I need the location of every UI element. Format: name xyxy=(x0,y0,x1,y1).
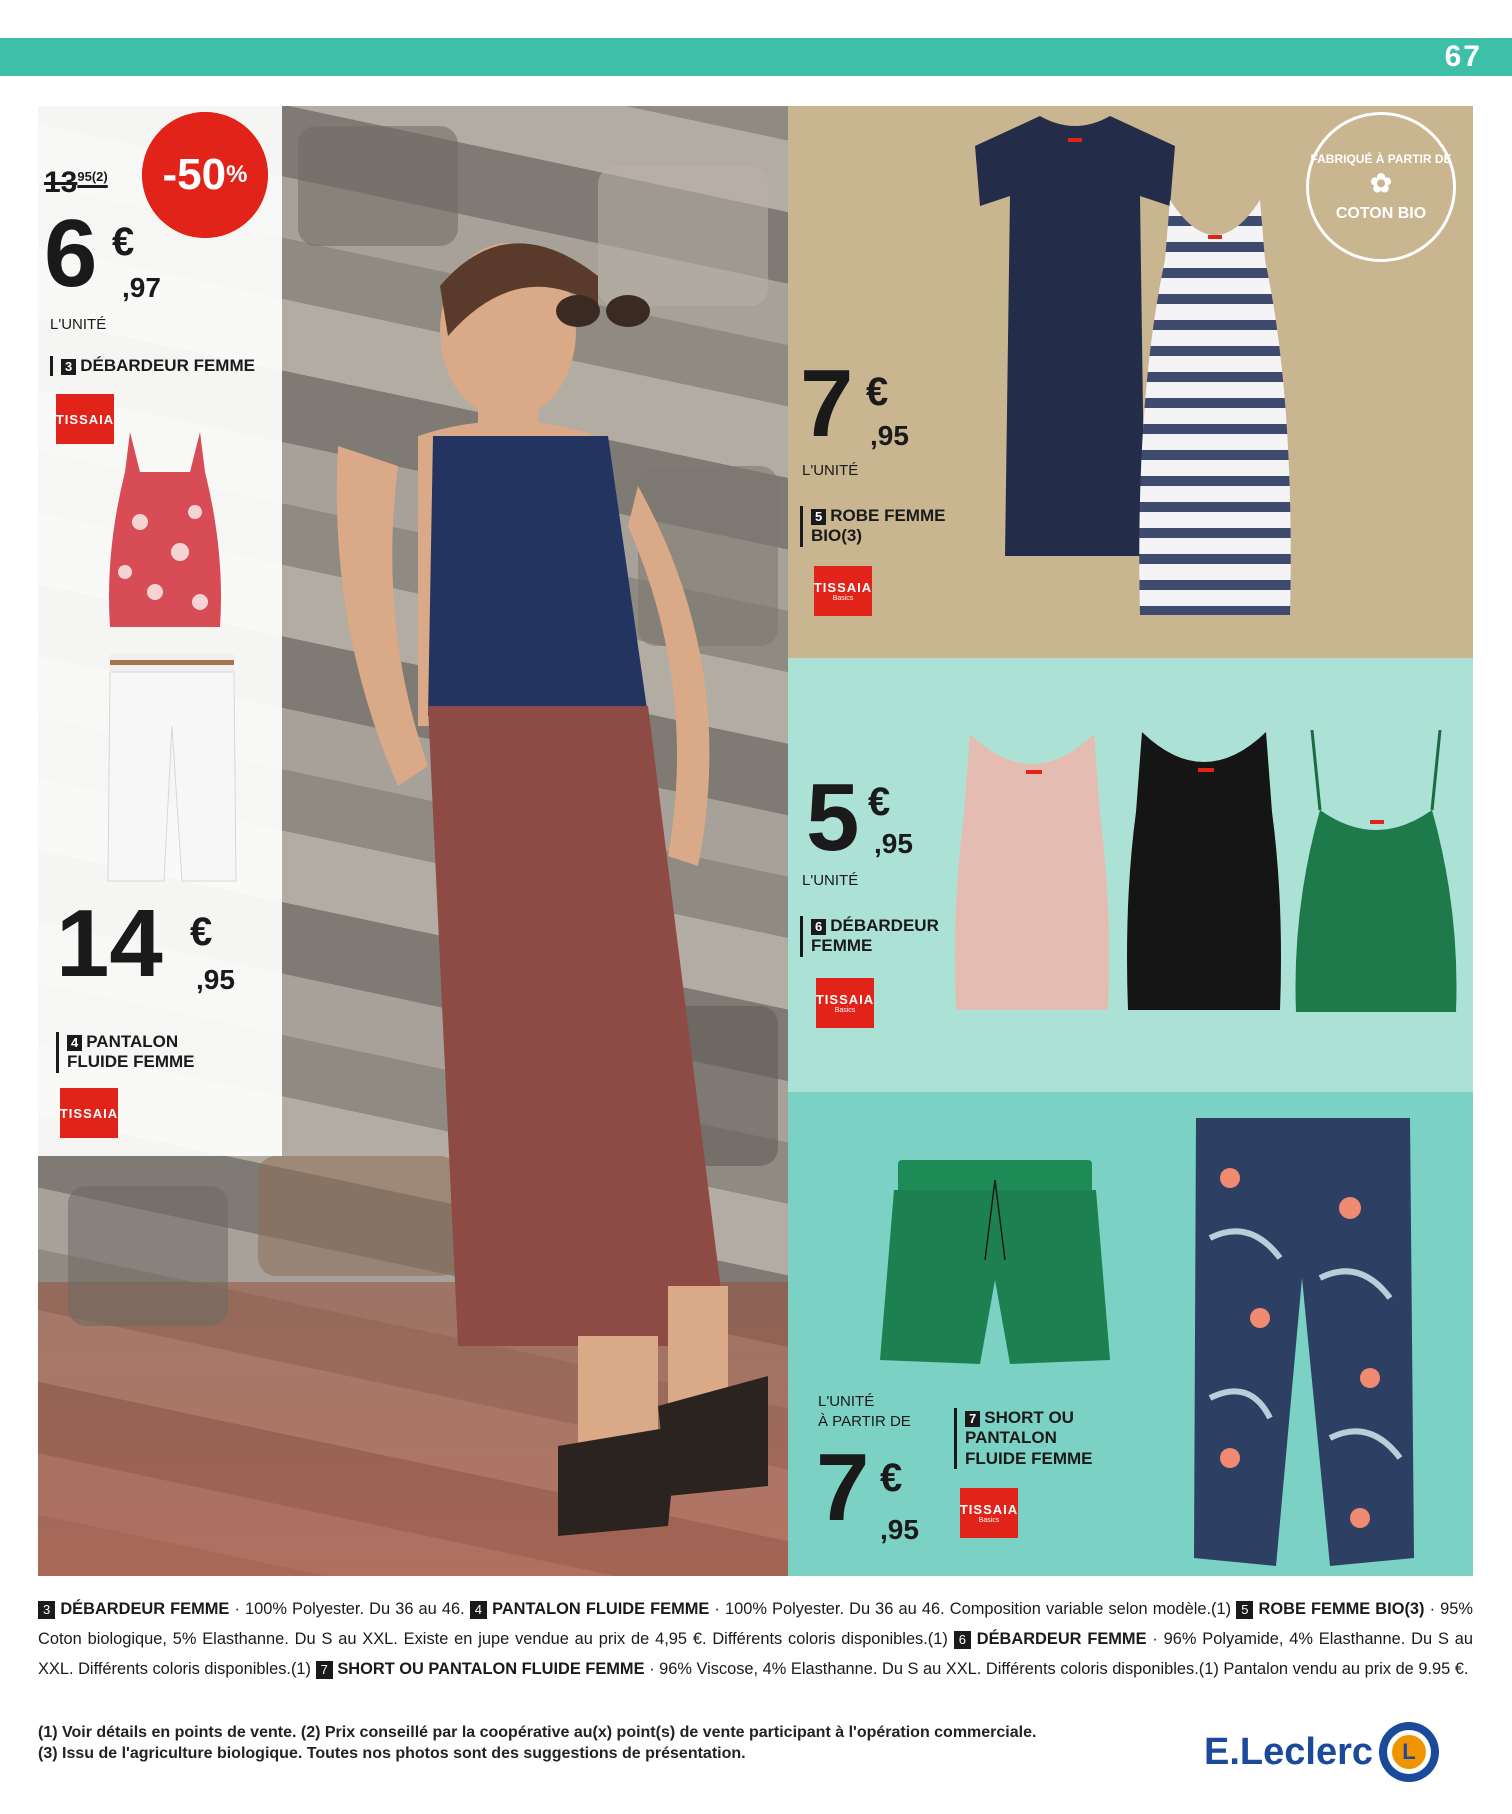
footnote-2: (3) Issu de l'agriculture biologique. Toutes nos photos sont des suggestions de présentation. xyxy=(38,1745,746,1762)
from-label: À PARTIR DE xyxy=(818,1413,911,1430)
brand-name: TISSAIA xyxy=(55,411,115,427)
product-name: SHORT OU PANTALON FLUIDE FEMME xyxy=(965,1408,1093,1468)
desc-name: SHORT OU PANTALON FLUIDE FEMME xyxy=(337,1660,645,1678)
brand-name: TISSAIA xyxy=(815,992,875,1007)
price-short-dec: ,95 xyxy=(880,1514,919,1545)
price-debardeur xyxy=(44,200,98,307)
price-dec: ,97 xyxy=(122,272,161,303)
price-debardeur-dec: ,95 xyxy=(874,828,913,859)
unit-label: L'UNITÉ xyxy=(802,872,859,889)
desc-number: 6 xyxy=(954,1631,971,1649)
page-number: 67 xyxy=(1444,40,1482,73)
product-5-label xyxy=(800,506,970,547)
brand-name: TISSAIA xyxy=(813,580,873,595)
desc-name: PANTALON FLUIDE FEMME xyxy=(492,1600,710,1618)
price-robe-dec: ,95 xyxy=(870,420,909,451)
desc-name: ROBE FEMME BIO(3) xyxy=(1258,1600,1425,1618)
price-pantalon-dec: ,95 xyxy=(196,964,235,995)
product-number: 6 xyxy=(811,919,826,935)
product-name: PANTALON FLUIDE FEMME xyxy=(67,1032,195,1072)
desc-text: · 96% Polyamide, 4% Elasthanne. Du S au XXL. Différents coloris disponibles.(1) xyxy=(38,1630,1473,1678)
top-band xyxy=(0,38,1512,76)
product-7-label xyxy=(954,1408,1104,1469)
old-price xyxy=(44,166,108,200)
brand-sub: Basics xyxy=(834,1007,856,1014)
green-shorts-image xyxy=(880,1160,1110,1364)
price-int: 6 xyxy=(44,200,98,307)
leclerc-logo-icon xyxy=(1379,1722,1439,1782)
desc-text: · 100% Polyester. Du 36 au 46. xyxy=(229,1600,470,1618)
product-4-label xyxy=(56,1032,216,1073)
product-name: DÉBARDEUR FEMME xyxy=(80,356,255,375)
product-name: DÉBARDEUR FEMME xyxy=(811,916,939,956)
discount-pct: % xyxy=(226,161,248,188)
unit-label: L'UNITÉ xyxy=(802,462,859,479)
product-number: 4 xyxy=(67,1035,82,1051)
product-3-label xyxy=(50,356,255,376)
price-short-currency: € xyxy=(880,1456,903,1500)
tissaia-basics-logo xyxy=(816,978,874,1028)
desc-text: · 95% Coton biologique, 5% Elasthanne. Du S au XXL. Existe en jupe vendue au prix de 4,95 €. Différents coloris disponibles.(1) xyxy=(38,1600,1473,1648)
old-price-int: 13 xyxy=(44,166,78,199)
desc-number: 3 xyxy=(38,1601,55,1619)
coton-bio-seal xyxy=(1306,112,1456,262)
white-pants-image xyxy=(104,646,240,886)
leclerc-brand xyxy=(1204,1722,1439,1782)
unit-label: L'UNITÉ xyxy=(818,1393,875,1410)
desc-number: 5 xyxy=(1236,1601,1253,1619)
price-robe-currency: € xyxy=(866,370,889,414)
desc-number: 4 xyxy=(470,1601,487,1619)
tropical-pants-image xyxy=(1190,1118,1416,1566)
discount-badge xyxy=(142,112,268,238)
discount-value: -50 xyxy=(162,150,227,199)
product-number: 3 xyxy=(61,359,76,375)
desc-text: · 100% Polyester. Du 36 au 46. Composition variable selon modèle.(1) xyxy=(709,1600,1237,1618)
desc-name: DÉBARDEUR FEMME xyxy=(976,1630,1147,1648)
brand-wordmark: E.Leclerc xyxy=(1204,1730,1373,1773)
product-descriptions xyxy=(38,1594,1473,1684)
brand-sub: Basics xyxy=(978,1517,1000,1524)
price-debardeur-currency: € xyxy=(868,780,891,824)
floral-top-image xyxy=(100,432,230,632)
seal-top-text: FABRIQUÉ À PARTIR DE xyxy=(1310,151,1452,166)
tissaia-logo xyxy=(60,1088,118,1138)
brand-name: TISSAIA xyxy=(59,1105,119,1121)
price-debardeur-basics: 5 xyxy=(806,764,860,871)
green-cami-image xyxy=(1292,730,1460,1012)
product-number: 5 xyxy=(811,509,826,525)
price-pantalon: 14 xyxy=(56,890,163,997)
unit-from-label xyxy=(818,1392,911,1432)
black-tank-image xyxy=(1124,732,1284,1010)
logo-letter: L xyxy=(1392,1735,1426,1769)
price-pantalon-currency: € xyxy=(190,910,213,954)
old-price-sup: 95(2) xyxy=(77,169,108,184)
brand-name: TISSAIA xyxy=(959,1502,1019,1517)
pink-tank-image xyxy=(952,734,1112,1010)
footnotes xyxy=(38,1722,1036,1764)
product-6-label xyxy=(800,916,960,957)
tissaia-basics-logo xyxy=(814,566,872,616)
footnote-1: (1) Voir détails en points de vente. (2) Prix conseillé par la coopérative au(x) point(s) de vente participant à l'opération commerciale. xyxy=(38,1724,1037,1741)
brand-sub: Basics xyxy=(832,595,854,602)
tissaia-basics-logo xyxy=(960,1488,1018,1538)
price-short: 7 xyxy=(816,1434,870,1541)
product-name: ROBE FEMME BIO(3) xyxy=(811,506,946,546)
desc-text: · 96% Viscose, 4% Elasthanne. Du S au XXL. Différents coloris disponibles.(1) Pantalon vendu au prix de 9.95 €. xyxy=(644,1660,1469,1678)
product-number: 7 xyxy=(965,1411,980,1427)
price-currency: € xyxy=(112,220,135,264)
desc-number: 7 xyxy=(316,1661,333,1679)
unit-label: L'UNITÉ xyxy=(50,316,107,333)
seal-bottom-text: COTON BIO xyxy=(1335,204,1427,222)
price-robe: 7 xyxy=(800,350,854,457)
cotton-flower-icon: ✿ xyxy=(1370,167,1392,198)
striped-dress-image xyxy=(1130,200,1300,620)
desc-name: DÉBARDEUR FEMME xyxy=(60,1600,230,1618)
